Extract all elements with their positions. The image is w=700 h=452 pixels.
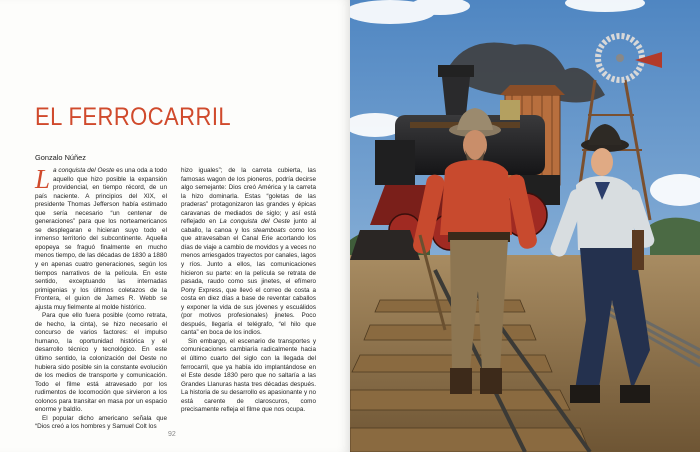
drop-cap: L xyxy=(35,164,51,194)
paragraph-4-text-a: hizo iguales”; de la carreta cubierta, las famosas wagon de los pioneros, podría decirse algo semejante: Dios creó América y la carreta la hizo dominarla. Estas “goletas de las praderas” protagonizaron las grandes y épicas caravanas de mediados de siglo; y así está reflejado en xyxy=(181,167,316,226)
film-still-photo xyxy=(350,0,700,452)
photo-illustration xyxy=(350,0,700,452)
steamboats-italic: steamboats xyxy=(252,226,286,234)
film-title-italic: a conquista del Oeste xyxy=(53,167,115,174)
page-number: 92 xyxy=(168,431,176,438)
paragraph-4 xyxy=(181,167,316,338)
chapter-title: EL FERROCARRIL xyxy=(35,103,232,131)
paragraph-4-text-c: como los que atravesaban el Canal Erie acortando los días de viaje a cambio de movidos y a veces no menos arriesgados trayectos por canales, lagos y ríos. Junto a ellos, las comunicaciones hicieron su parte: en la película se retrata de pasada, raudo como sus jinetes, el efímero Pony Express, que llevó el correo de costa a costa en diez días a base de reventar caballos y exponer la vida de sus jóvenes y escuálidos (por motivos profesionales) jinetes. Poco después, llegaría el telégrafo, “el hilo que canta” en boca de los indios. xyxy=(181,226,316,337)
paragraph-5: Sin embargo, el escenario de transportes y comunicaciones cambiaría radicalmente hacia el último cuarto del siglo con la llegada del ferrocarril, que ya había ido implantándose en el Este desde 1830 pero que no saltaría a las Grandes Llanuras hasta tres décadas después. La historia de su desarrollo es apasionante y no está carente de claroscuros, como precisamente refleja el filme que nos ocupa. xyxy=(181,337,316,414)
paragraph-4-text-b: junto al caballo, la canoa y los xyxy=(181,218,317,234)
paragraph-3: El popular dicho americano señala que “Dios creó a los hombres y Samuel Colt los xyxy=(35,414,167,431)
paragraph-1-text: es una oda a todo aquello que hizo posible la expansión providencial, en tiempo récord, de un país naciente. A principios del XIX, el presidente Thomas Jefferson había estimado que sería necesario “un centenar de generaciones” para que los norteamericanos se desplegaran e hicieran suyo todo el inmenso territorio del subcontinente. Aquella epopeya se fraguó finalmente en mucho menos tiempo, de las décadas de 1830 a 1880 y en apenas cuatro generaciones, según los tiempos narrativos de la película. En este sentido, exceptuando las internadas primigenias y los últimos coletazos de la Frontera, el guion de James R. Webb se ajusta muy fielmente al molde histórico. xyxy=(35,167,167,311)
author-name: Gonzalo Núñez xyxy=(35,153,86,162)
film-title-italic-2: La conquista del Oeste xyxy=(219,218,291,226)
text-column-2 xyxy=(181,167,316,415)
paragraph-1 xyxy=(35,164,167,312)
paragraph-2: Para que ello fuera posible (como retrata, de hecho, la cinta), se hizo necesario el concurso de varios factores: el impulso humano, la oportunidad histórica y el desarrollo técnico y tecnológico. En este último sentido, la colonización del Oeste no hubiera sido posible sin la constante evolución de los medios de transporte y comunicación. Todo el filme está atravesado por los rudimentos de locomoción que sirvieron a los colonos para transitar en masa por un espacio enorme y baldío. xyxy=(35,312,167,414)
text-column-1 xyxy=(35,164,167,432)
